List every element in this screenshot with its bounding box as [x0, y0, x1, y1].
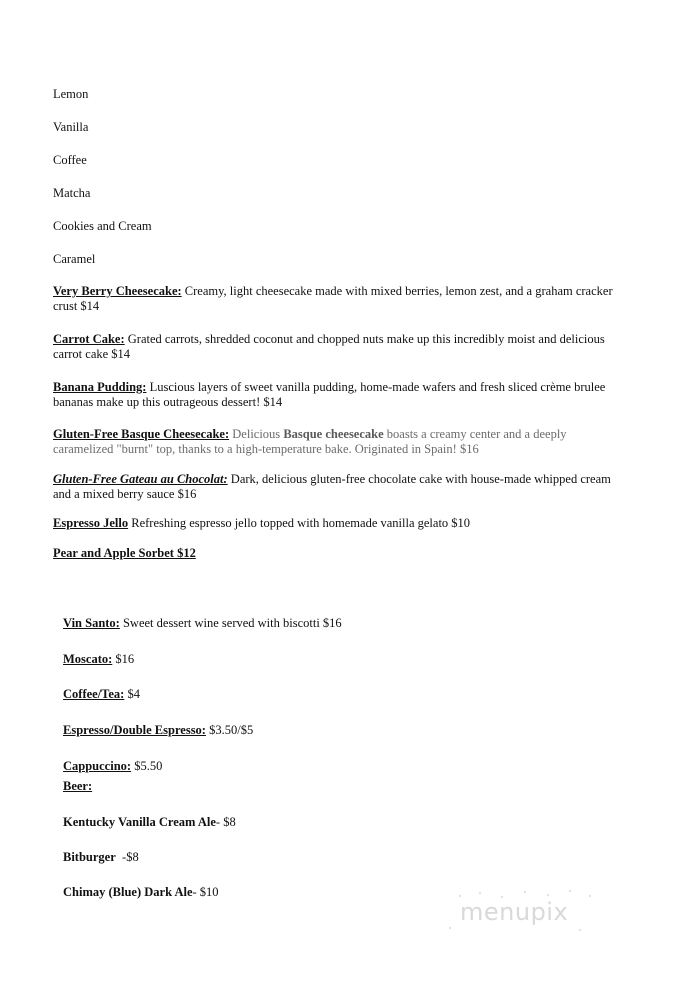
menupix-watermark: menupix [460, 898, 569, 926]
drink-title: Moscato: [63, 652, 113, 666]
drink-item-espresso [63, 723, 623, 738]
beer-price: -$8 [115, 850, 139, 864]
beer-item-bitburger [63, 850, 623, 865]
drink-description: $5.50 [131, 759, 163, 773]
drink-item-vinsanto [63, 616, 623, 631]
dessert-description: Creamy, light cheesecake made with mixed berries, lemon zest, and a graham cracker crust $14 [53, 284, 613, 313]
dessert-description: Luscious layers of sweet vanilla pudding, home-made wafers and fresh sliced crème brulee bananas make up this outrageous dessert! $14 [53, 380, 606, 409]
dessert-description: boasts a creamy center and a deeply caramelized "burnt" top, thanks to a high-temperature bake. Originated in Spain! $16 [53, 427, 567, 456]
beer-price: - $8 [215, 815, 236, 829]
flavor-item: Cookies and Cream [53, 219, 152, 233]
flavor-item: Caramel [53, 252, 96, 266]
drink-title: Espresso/Double Espresso: [63, 723, 206, 737]
drink-item-cappuccino [63, 759, 623, 774]
drink-title: Vin Santo: [63, 616, 120, 630]
beer-header [63, 779, 623, 794]
dessert-item-sorbet [53, 546, 613, 561]
beer-item-kentucky [63, 815, 623, 830]
beer-title: Bitburger [63, 850, 116, 864]
drink-title: Coffee/Tea: [63, 687, 125, 701]
dessert-title: Gluten-Free Basque Cheesecake: [53, 427, 230, 441]
drink-item-coffee [63, 687, 623, 702]
flavor-item: Coffee [53, 153, 87, 167]
drink-description: $4 [124, 687, 140, 701]
beer-title: Kentucky Vanilla Cream Ale [63, 815, 216, 829]
beer-header-label: Beer: [63, 779, 93, 793]
flavor-item: Lemon [53, 87, 89, 101]
dessert-description: Refreshing espresso jello topped with homemade vanilla gelato $10 [128, 516, 471, 530]
dessert-item-jello [53, 516, 613, 531]
dessert-description: Delicious [229, 427, 284, 441]
dessert-description: Grated carrots, shredded coconut and chopped nuts make up this incredibly moist and delicious carrot cake $14 [53, 332, 605, 361]
dessert-title: Gluten-Free Gateau au Chocolat: [53, 472, 228, 486]
drink-item-moscato [63, 652, 623, 667]
dessert-item-berry [53, 284, 613, 314]
flavor-item: Vanilla [53, 120, 89, 134]
drink-description: Sweet dessert wine served with biscotti $16 [119, 616, 342, 630]
drink-title: Cappuccino: [63, 759, 132, 773]
drink-description: $3.50/$5 [205, 723, 254, 737]
dessert-item-banana [53, 380, 613, 410]
beer-price: - $10 [192, 885, 219, 899]
dessert-description: Dark, delicious gluten-free chocolate cake with house-made whipped cream and a mixed berry sauce $16 [53, 472, 611, 501]
dessert-title: Espresso Jello [53, 516, 129, 530]
drink-description: $16 [112, 652, 135, 666]
dessert-title: Carrot Cake: [53, 332, 125, 346]
dessert-item-carrot [53, 332, 613, 362]
dessert-item-gateau [53, 472, 613, 502]
dessert-item-basque [53, 427, 613, 457]
dessert-title: Pear and Apple Sorbet $12 [53, 546, 196, 560]
flavor-item: Matcha [53, 186, 91, 200]
dessert-title: Very Berry Cheesecake: [53, 284, 182, 298]
dessert-highlight: Basque cheesecake [283, 427, 384, 441]
beer-title: Chimay (Blue) Dark Ale [63, 885, 193, 899]
dessert-title: Banana Pudding: [53, 380, 147, 394]
